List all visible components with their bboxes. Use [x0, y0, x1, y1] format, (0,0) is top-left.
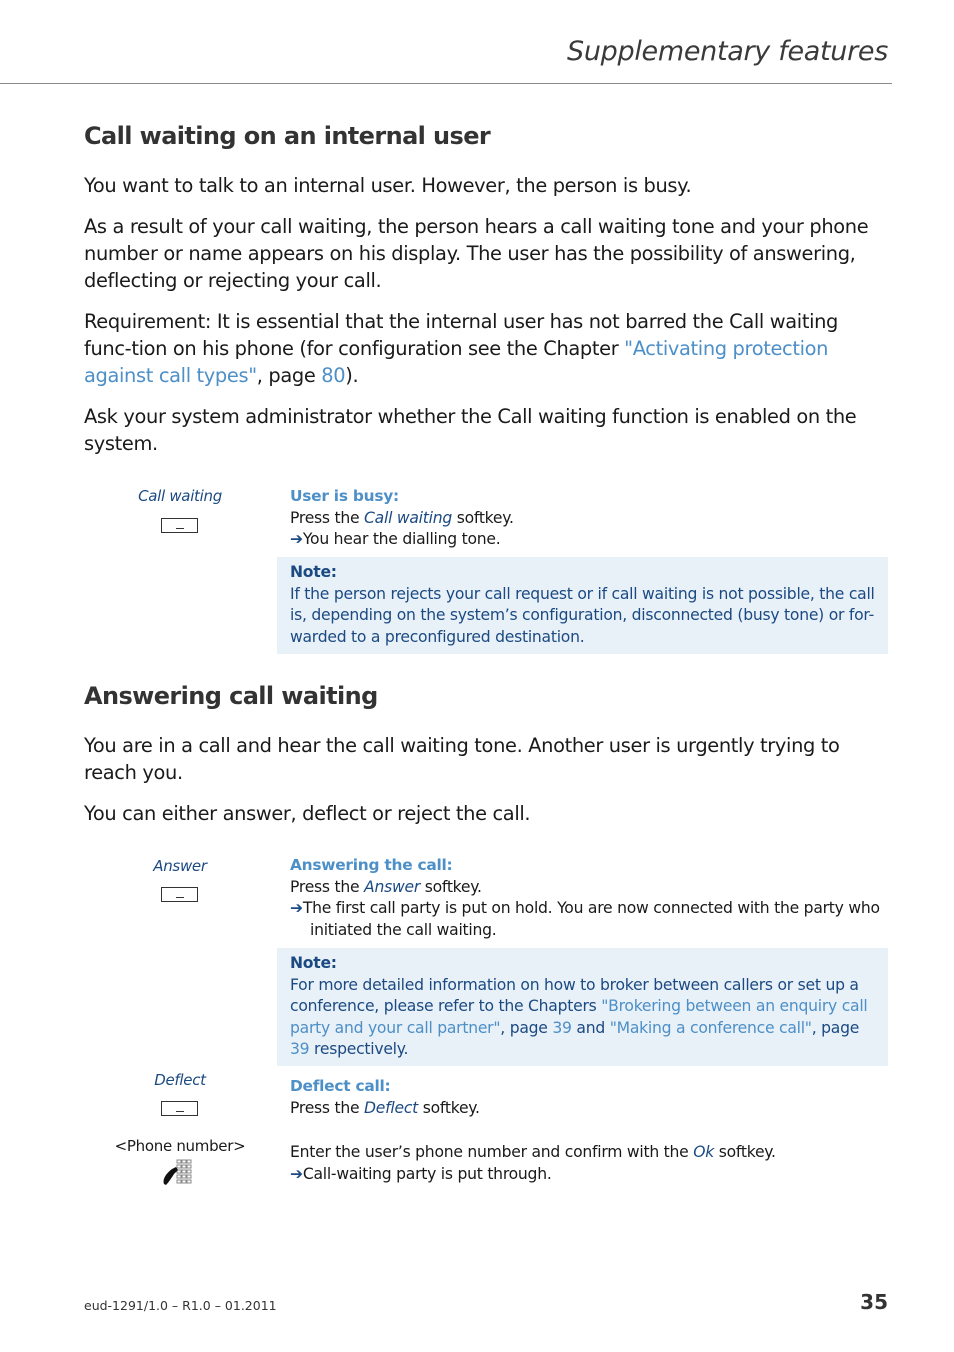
- step-deflect: [290, 1076, 880, 1119]
- document-id: eud-1291/1.0 – R1.0 – 01.2011: [84, 1298, 277, 1313]
- page-number: 35: [860, 1290, 888, 1314]
- text: The first call party is put on hold. You are now connected with the party who: [302, 899, 880, 917]
- keypad-dial-svg: [160, 1158, 194, 1186]
- text: Requirement: It is essential that the internal user has not barred the Call waiting func-tion on his phone (for configuration see the Chapter: [84, 310, 839, 360]
- paragraph: You want to talk to an internal user. However, the person is busy.: [84, 174, 692, 197]
- softkey-icon: [161, 887, 198, 902]
- text: respectively.: [309, 1040, 409, 1058]
- paragraph: Ask your system administrator whether the Call waiting function is enabled on the system.: [84, 405, 857, 455]
- note-text: [290, 975, 875, 1061]
- text: For more detailed information on how to broker between callers or set up a conference, please refer to the Chapters: [290, 975, 859, 1015]
- paragraph: You are in a call and hear the call waiting tone. Another user is urgently trying to reach you.: [84, 734, 840, 784]
- text: softkey.: [714, 1143, 776, 1161]
- section-heading-answering: Answering call waiting: [84, 682, 378, 710]
- text: softkey.: [451, 508, 514, 527]
- softkey-label-deflect: Deflect: [154, 1071, 206, 1089]
- header-divider: [0, 83, 892, 84]
- text: , page: [500, 1018, 553, 1037]
- step-instruction: [290, 877, 885, 899]
- paragraph: As a result of your call waiting, the person hears a call waiting tone and your phone number or name appears on his display. The user has the possibility of answering, deflecting or rejecting your call.: [84, 215, 869, 292]
- step-user-busy: [290, 486, 880, 551]
- page-link[interactable]: 39: [290, 1040, 310, 1058]
- note-text: If the person rejects your call request or if call waiting is not possible, the call is, depending on the system’s configuration, disconnected (busy tone) or for-warded to a preconfigured destination.: [290, 584, 875, 646]
- chapter-link[interactable]: "Making a conference call": [609, 1018, 812, 1037]
- text: softkey.: [418, 1098, 480, 1117]
- step-enter-number: [290, 1142, 880, 1185]
- phone-number-label: <Phone number>: [114, 1137, 246, 1155]
- note-box: [277, 948, 888, 1066]
- page-link[interactable]: 80: [321, 364, 346, 387]
- step-result: [290, 529, 880, 551]
- arrow-icon: ➔: [290, 899, 303, 917]
- step-instruction: [290, 508, 880, 530]
- softkey-icon: [161, 1101, 198, 1116]
- paragraph-requirement: [84, 308, 890, 389]
- softkey-name: Call waiting: [364, 508, 452, 527]
- step-instruction: [290, 1142, 880, 1164]
- softkey-icon: [161, 518, 198, 533]
- section-heading-call-waiting: Call waiting on an internal user: [84, 122, 491, 150]
- step-result: [290, 1164, 880, 1186]
- softkey-name: Deflect: [364, 1098, 419, 1117]
- step-answer: [290, 855, 885, 941]
- page-header-title: Supplementary features: [567, 36, 888, 67]
- softkey-label-call-waiting: Call waiting: [138, 487, 222, 505]
- text: softkey.: [419, 877, 482, 896]
- paragraph: You can either answer, deflect or reject the call.: [84, 802, 531, 825]
- chapter-link[interactable]: "Activating protection against call types": [84, 337, 829, 387]
- keypad-dial-icon: [160, 1158, 194, 1186]
- chapter-link[interactable]: "Brokering between an enquiry call party and your call partner": [290, 997, 868, 1037]
- arrow-icon: ➔: [290, 1164, 303, 1183]
- softkey-name: Ok: [693, 1143, 715, 1161]
- note-box: [277, 557, 888, 654]
- text: Enter the user’s phone number and confirm with the: [290, 1143, 694, 1161]
- softkey-name: Answer: [364, 877, 420, 896]
- softkey-label-answer: Answer: [153, 857, 207, 875]
- step-title: User is busy:: [290, 487, 399, 505]
- page-link[interactable]: 39: [552, 1018, 572, 1037]
- text: , page: [256, 364, 322, 387]
- text: ).: [345, 364, 359, 387]
- step-result: [290, 898, 885, 920]
- text: You hear the dialling tone.: [302, 530, 501, 548]
- arrow-icon: ➔: [290, 530, 303, 548]
- text: Press the: [290, 508, 365, 527]
- note-label: Note:: [290, 954, 337, 972]
- note-label: Note:: [290, 563, 337, 581]
- step-title: Deflect call:: [290, 1077, 391, 1095]
- text: Press the: [290, 1098, 365, 1117]
- text: Press the: [290, 877, 365, 896]
- text: and: [571, 1018, 610, 1037]
- text: Call-waiting party is put through.: [302, 1164, 552, 1183]
- step-instruction: [290, 1098, 880, 1120]
- step-result-continued: initiated the call waiting.: [310, 920, 497, 939]
- step-title: Answering the call:: [290, 856, 453, 874]
- text: , page: [811, 1018, 860, 1037]
